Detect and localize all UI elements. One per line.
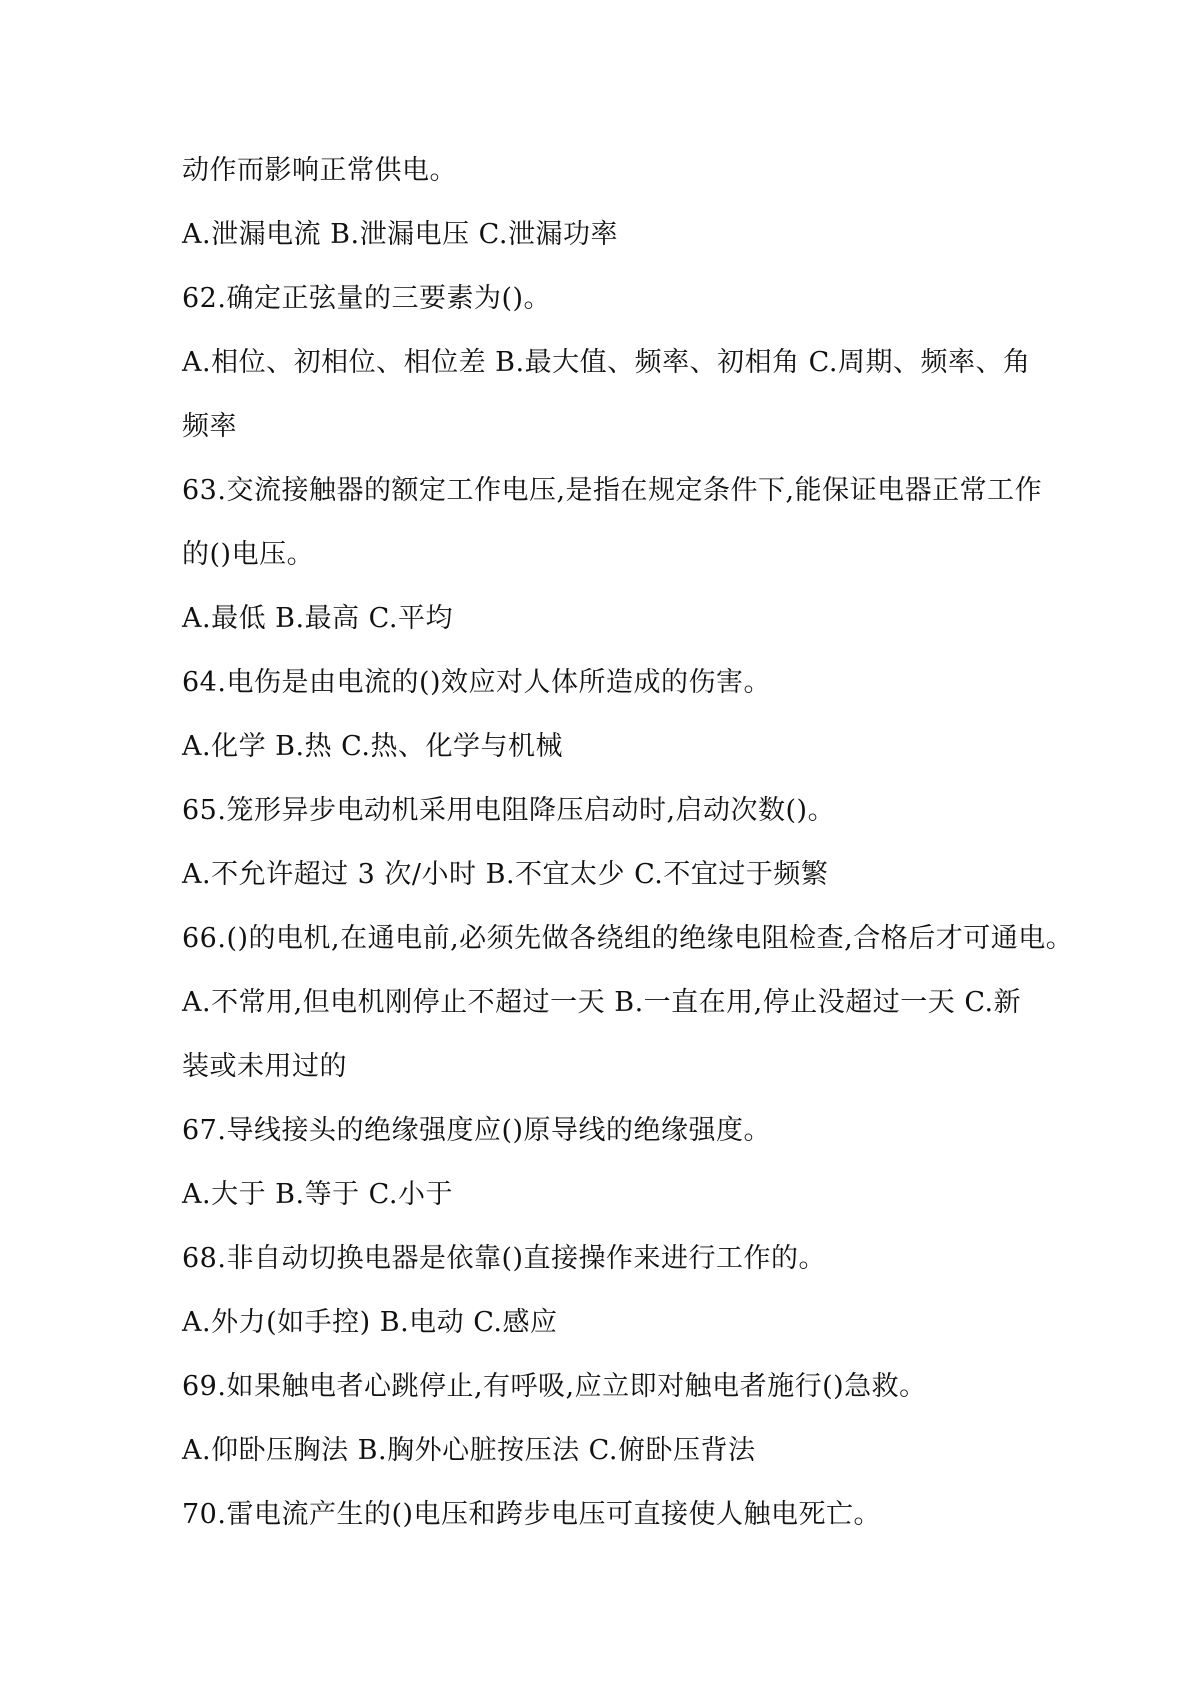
question-70: 70.雷电流产生的()电压和跨步电压可直接使人触电死亡。 — [182, 1499, 882, 1530]
question-64: 64.电伤是由电流的()效应对人体所造成的伤害。 — [182, 667, 772, 698]
answer-options: A.仰卧压胸法 B.胸外心脏按压法 C.俯卧压背法 — [182, 1435, 756, 1466]
document-body — [182, 144, 1074, 1552]
answer-options: A.外力(如手控) B.电动 C.感应 — [182, 1307, 558, 1338]
answer-options: A.相位、初相位、相位差 B.最大值、频率、初相角 C.周期、频率、角 — [182, 347, 1031, 378]
answer-options: A.泄漏电流 B.泄漏电压 C.泄漏功率 — [182, 219, 618, 250]
question-67: 67.导线接头的绝缘强度应()原导线的绝缘强度。 — [182, 1115, 772, 1146]
question-66: 66.()的电机,在通电前,必须先做各绕组的绝缘电阻检查,合格后才可通电。 — [182, 923, 1074, 954]
text-line: 频率 — [182, 411, 237, 442]
answer-options: A.最低 B.最高 C.平均 — [182, 603, 453, 634]
question-63: 63.交流接触器的额定工作电压,是指在规定条件下,能保证电器正常工作 — [182, 475, 1043, 506]
question-68: 68.非自动切换电器是依靠()直接操作来进行工作的。 — [182, 1243, 827, 1274]
question-65: 65.笼形异步电动机采用电阻降压启动时,启动次数()。 — [182, 795, 836, 826]
text-line: 动作而影响正常供电。 — [182, 155, 457, 186]
text-line: 的()电压。 — [182, 539, 315, 570]
answer-options: A.不允许超过 3 次/小时 B.不宜太少 C.不宜过于频繁 — [182, 859, 829, 890]
answer-options: A.大于 B.等于 C.小于 — [182, 1179, 453, 1210]
answer-options: A.不常用,但电机刚停止不超过一天 B.一直在用,停止没超过一天 C.新 — [182, 987, 1022, 1018]
answer-options: A.化学 B.热 C.热、化学与机械 — [182, 731, 563, 762]
text-line: 装或未用过的 — [182, 1051, 347, 1082]
question-69: 69.如果触电者心跳停止,有呼吸,应立即对触电者施行()急救。 — [182, 1371, 927, 1402]
question-62: 62.确定正弦量的三要素为()。 — [182, 283, 552, 314]
